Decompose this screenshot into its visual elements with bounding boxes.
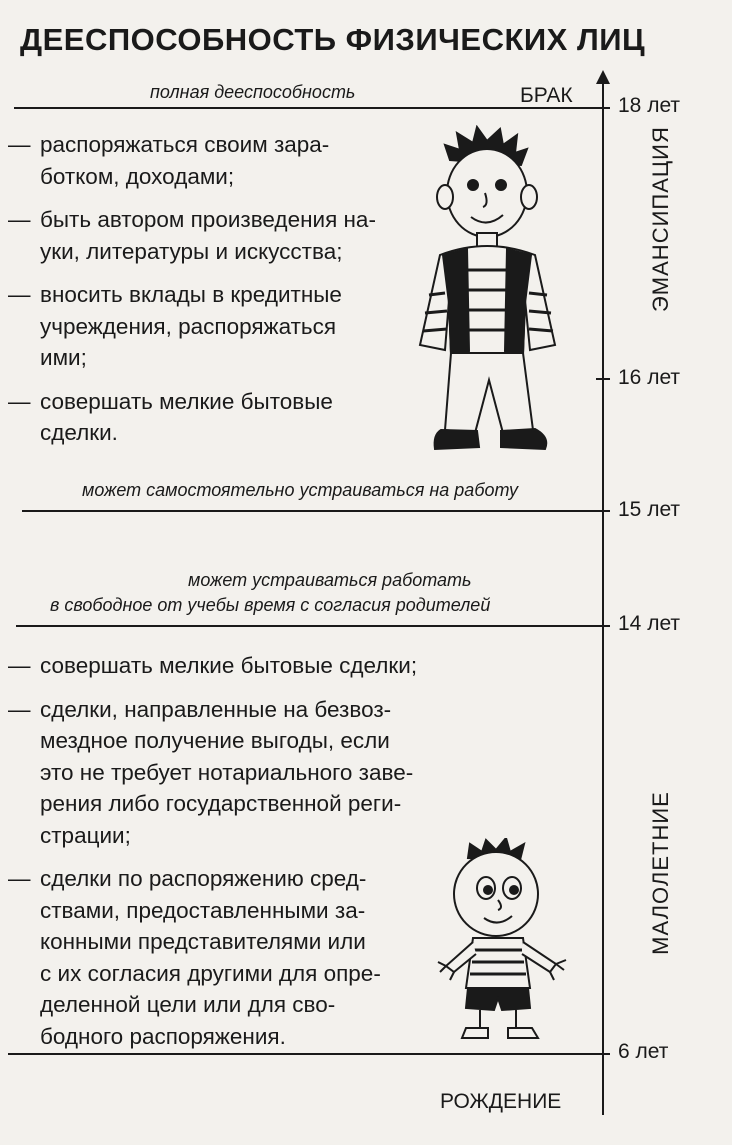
dash-bullet: — — [8, 282, 31, 307]
list-item-line: мездное получение выгоды, если — [40, 728, 390, 753]
list-item-line: деленной цели или для сво- — [40, 992, 336, 1017]
timeline-axis — [602, 78, 604, 1115]
line-6 — [8, 1053, 610, 1055]
list-item-line: ботком, доходами; — [40, 163, 235, 189]
marker-birth: РОЖДЕНИЕ — [440, 1090, 562, 1113]
list-item-line: уки, литературы и искусства; — [40, 238, 343, 264]
list-item-line: вносить вклады в кредитные — [40, 282, 342, 307]
dash-bullet: — — [8, 388, 31, 414]
list-item-line: рения либо государственной реги- — [40, 791, 402, 816]
teen-boy-illustration — [405, 125, 580, 460]
rights-list-14-18 — [8, 129, 428, 461]
list-item — [8, 279, 428, 374]
list-item — [8, 204, 428, 267]
list-item — [8, 650, 468, 682]
list-item — [8, 863, 468, 1052]
label-minors: МАЛОЛЕТНИЕ — [648, 791, 673, 955]
age-6: 6 лет — [618, 1040, 669, 1063]
dash-bullet: — — [8, 696, 31, 722]
dash-bullet: — — [8, 653, 31, 678]
list-item-line: сделки, направленные на безвоз- — [40, 696, 392, 722]
age-18: 18 лет — [618, 94, 681, 117]
note-full-capacity: полная дееспособность — [150, 82, 356, 102]
note-work-independent: может самостоятельно устраиваться на работу — [82, 480, 519, 500]
rights-list-6-14 — [8, 650, 468, 1064]
list-item-line: это не требует нотариального заве- — [40, 759, 414, 785]
list-item — [8, 129, 428, 192]
list-item-line: сделки по распоряжению сред- — [40, 866, 367, 891]
tick-16 — [596, 378, 610, 380]
list-item-line: с их согласия другими для опре- — [40, 960, 381, 986]
list-item-line: сделки. — [40, 420, 118, 445]
page-title: ДЕЕСПОСОБНОСТЬ ФИЗИЧЕСКИХ ЛИЦ — [20, 22, 646, 57]
line-14 — [16, 625, 610, 627]
age-14: 14 лет — [618, 612, 681, 635]
child-illustration — [428, 838, 578, 1043]
axis-arrow-icon — [596, 70, 610, 84]
note-work-consent-2: в свободное от учебы время с согласия родителей — [50, 595, 491, 615]
line-15 — [22, 510, 610, 512]
list-item — [8, 694, 468, 852]
dash-bullet: — — [8, 207, 31, 232]
list-item-line: быть автором произведения на- — [40, 207, 376, 232]
dash-bullet: — — [8, 132, 31, 157]
list-item-line: учреждения, распоряжаться — [40, 313, 337, 339]
list-item-line: совершать мелкие бытовые сделки; — [40, 653, 418, 678]
list-item-line: страции; — [40, 822, 131, 848]
list-item-line: распоряжаться своим зара- — [40, 132, 330, 157]
list-item-line: бодного распоряжения. — [40, 1023, 286, 1049]
line-18 — [14, 107, 610, 109]
age-15: 15 лет — [618, 498, 681, 521]
list-item — [8, 386, 428, 449]
note-work-consent-1: может устраиваться работать — [188, 570, 472, 590]
list-item-line: ствами, предоставленными за- — [40, 897, 366, 923]
label-emancipation: ЭМАНСИПАЦИЯ — [648, 126, 673, 312]
dash-bullet: — — [8, 866, 31, 891]
marker-marriage: БРАК — [520, 84, 573, 107]
list-item-line: ими; — [40, 345, 87, 370]
age-16: 16 лет — [618, 366, 681, 389]
list-item-line: совершать мелкие бытовые — [40, 388, 333, 414]
list-item-line: конными представителями или — [40, 929, 366, 954]
